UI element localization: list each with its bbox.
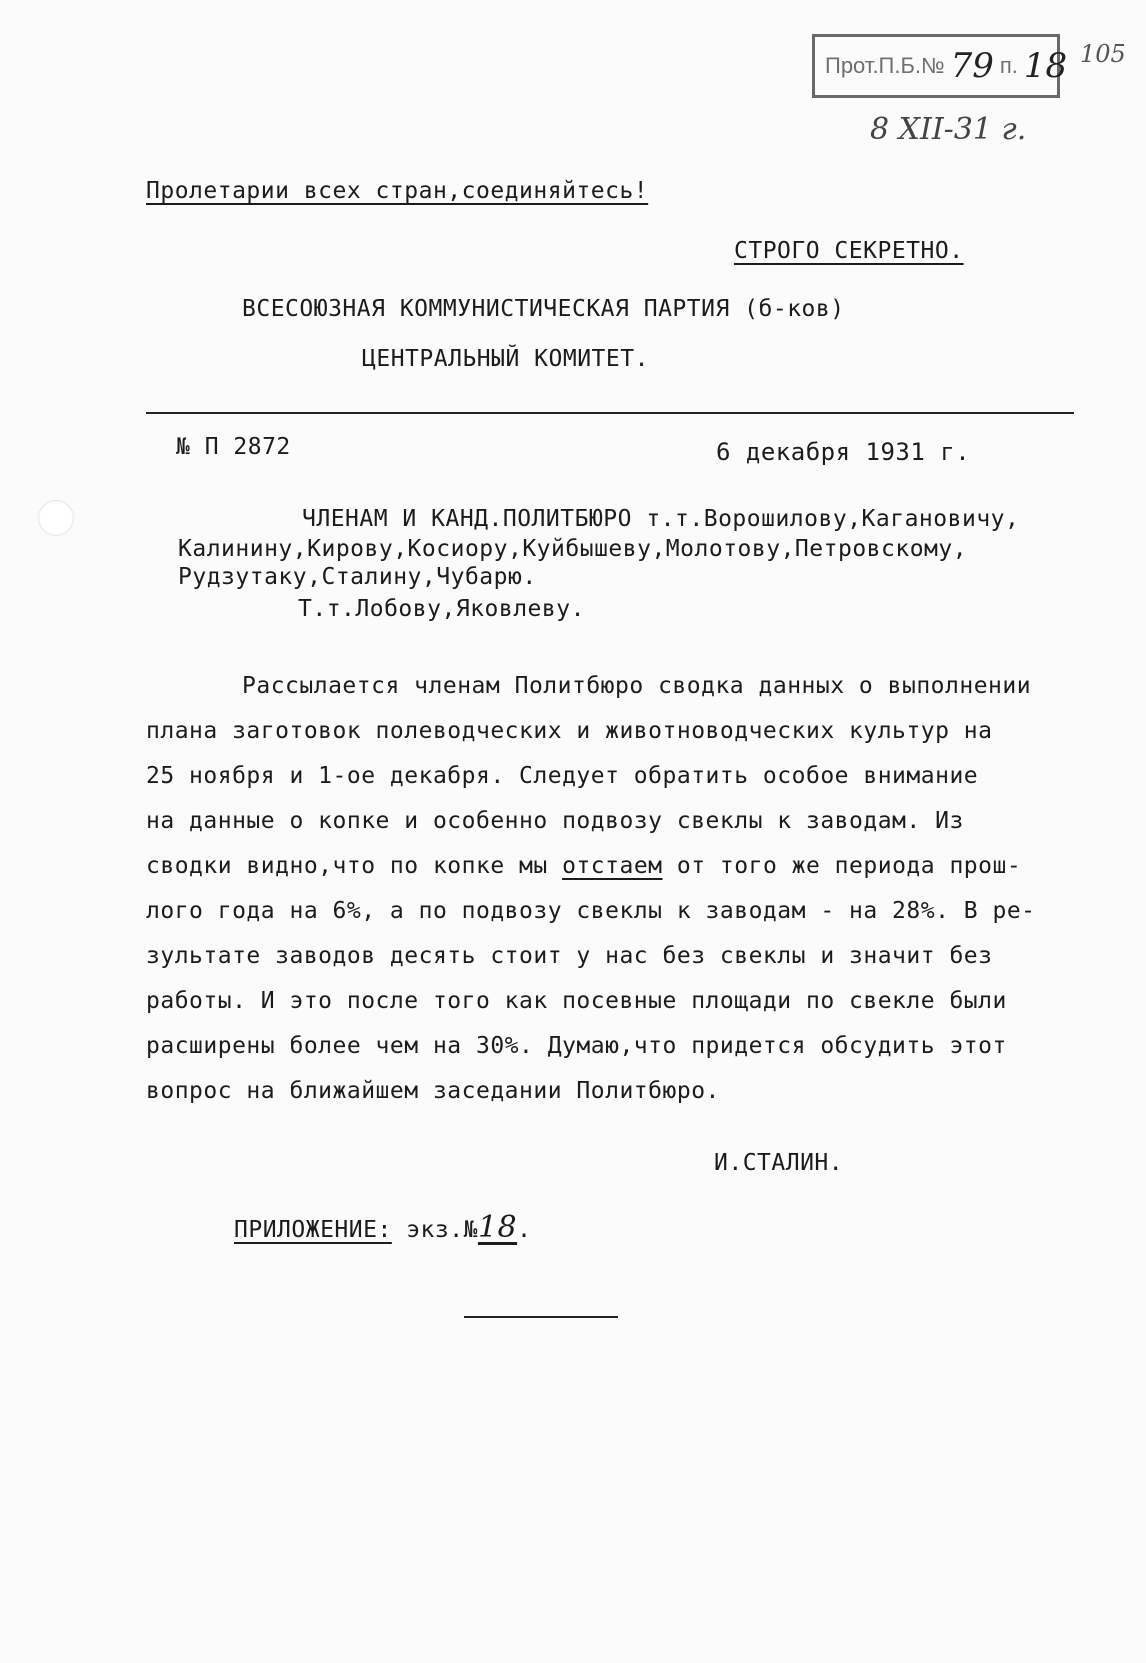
body-line-4: на данные о копке и особенно подвозу свеклы к заводам. Из: [146, 808, 964, 834]
attachment-end-mark: .: [517, 1217, 532, 1243]
classification: СТРОГО СЕКРЕТНО.: [734, 238, 964, 264]
attachment-copy-number: 18: [477, 1210, 518, 1245]
body-paragraph: [146, 664, 1086, 1114]
closing-rule: [464, 1316, 618, 1318]
addressees-line-3: Рудзутаку,Сталину,Чубарю.: [178, 564, 537, 590]
signature: И.СТАЛИН.: [714, 1150, 844, 1176]
body-line-7: зультате заводов десять стоит у нас без свеклы и значит без: [146, 943, 993, 969]
body-line-2: плана заготовок полеводческих и животноводческих культур на: [146, 718, 993, 744]
addressees-line-1: ЧЛЕНАМ И КАНД.ПОЛИТБЮРО т.т.Ворошилову,Кагановичу,: [302, 506, 1020, 532]
body-line-3: 25 ноября и 1-ое декабря. Следует обратить особое внимание: [146, 763, 979, 789]
body-line-6: лого года на 6%, а по подвозу свеклы к заводам - на 28%. В ре-: [146, 898, 1036, 924]
body-line-8: работы. И это после того как посевные площади по свекле были: [146, 988, 1007, 1014]
stamp-item-prefix: п.: [999, 53, 1018, 78]
protocol-stamp: [812, 34, 1068, 98]
stamp-item-number: 18: [1023, 46, 1068, 86]
addressees-line-4: Т.т.Лобову,Яковлеву.: [298, 596, 585, 622]
committee-name: ЦЕНТРАЛЬНЫЙ КОМИТЕТ.: [362, 346, 649, 372]
document-date: 6 декабря 1931 г.: [716, 438, 971, 466]
body-line-10: вопрос на ближайшем заседании Политбюро.: [146, 1078, 720, 1104]
addressees-line-2: Калинину,Кирову,Косиору,Куйбышеву,Молотову,Петровскому,: [178, 536, 968, 562]
body-line-5: [146, 844, 1086, 889]
handwritten-date: 8 XII-31 г.: [870, 112, 1027, 147]
body-line-5-start: сводки видно,что по копке мы: [146, 853, 563, 879]
attachment-line: [234, 1210, 531, 1245]
underlined-word: отстаем: [562, 853, 663, 879]
party-name: ВСЕСОЮЗНАЯ КОММУНИСТИЧЕСКАЯ ПАРТИЯ (б-ков): [242, 296, 845, 322]
body-line-1: Рассылается членам Политбюро сводка данных о выполнении: [242, 673, 1032, 699]
body-line-9: расширены более чем на 30%. Думаю,что придется обсудить этот: [146, 1033, 1007, 1059]
document-number: № П 2872: [176, 434, 291, 460]
header-rule: [146, 412, 1074, 414]
slogan: Пролетарии всех стран,соединяйтесь!: [146, 178, 649, 204]
stamp-printed-text: Прот.П.Б.№: [825, 53, 945, 78]
attachment-copy-prefix: экз.№: [406, 1217, 478, 1243]
stamp-protocol-number: 79: [950, 46, 994, 86]
punch-hole: [38, 500, 74, 536]
body-line-5-end: от того же периода прош-: [662, 853, 1022, 879]
attachment-label: ПРИЛОЖЕНИЕ:: [234, 1217, 392, 1243]
sheet-number: 105: [1080, 40, 1126, 68]
